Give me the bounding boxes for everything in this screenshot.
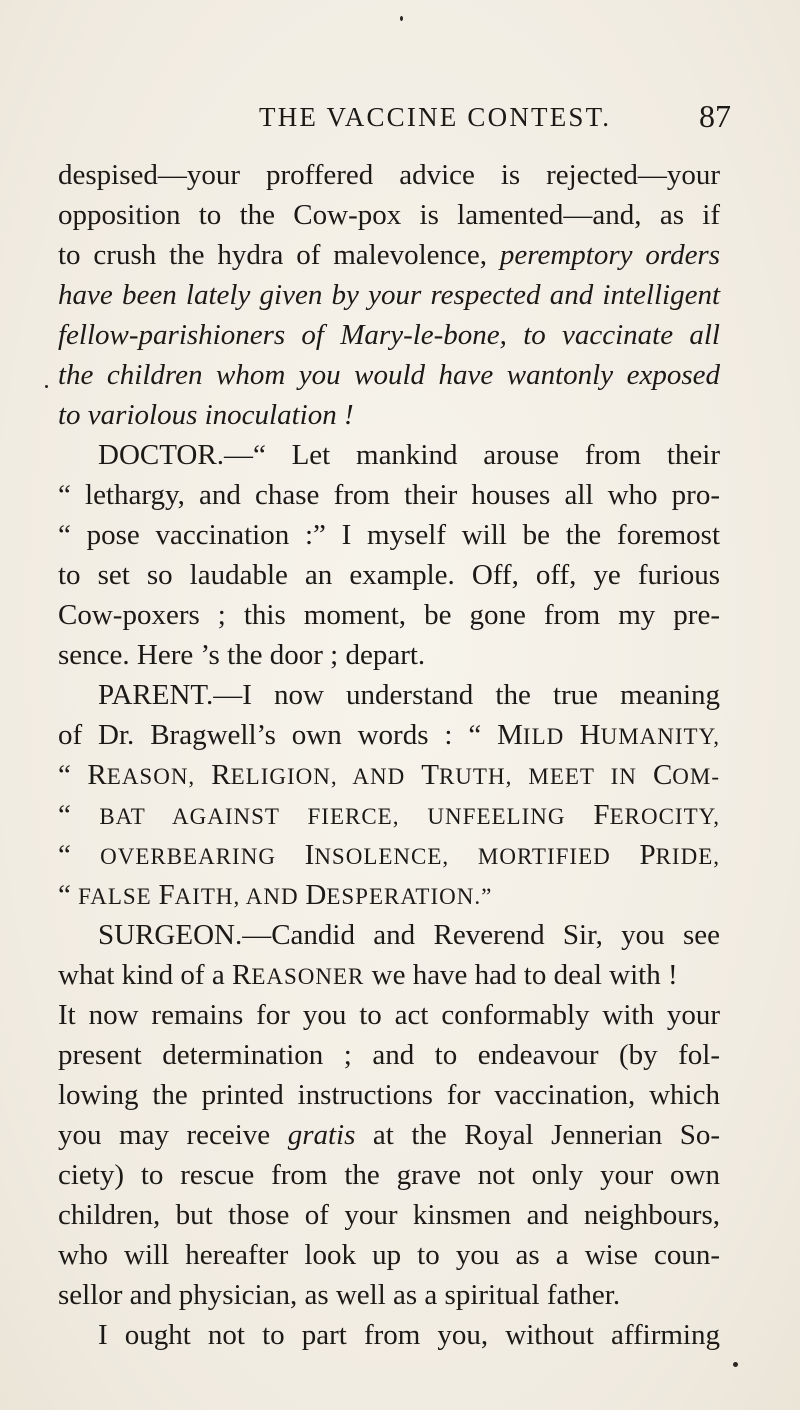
text-run: EASON, [106, 764, 212, 789]
text-line [58, 275, 720, 315]
text-run: despised—your proffered advice is rejected—your [58, 159, 720, 191]
text-run: to set so laudable an example. Off, off, ye furious [58, 559, 720, 591]
text-run: gratis [287, 1119, 356, 1151]
text-run: ciety) to rescue from the grave not only your own [58, 1159, 720, 1191]
text-line [58, 595, 720, 635]
text-run: F [158, 879, 175, 911]
text-run: the children whom you would have wantonly exposed [58, 359, 720, 391]
text-run: FALSE [78, 884, 159, 909]
text-run: I [304, 839, 315, 871]
text-line [58, 195, 720, 235]
text-run: lowing the printed instructions for vaccination, which [58, 1079, 720, 1111]
text-run: we have had to deal with ! [364, 959, 678, 991]
text-run: DOCTOR.—“ Let mankind arouse from their [98, 439, 720, 471]
text-run: “ [58, 799, 100, 831]
text-line [58, 635, 720, 675]
text-run: “ [58, 759, 88, 791]
text-run: have been lately given by your respected and intelligent [58, 279, 720, 311]
text-run: ELIGION, AND [230, 764, 422, 789]
text-run: “ pose vaccination :” I myself will be the foremost [58, 519, 720, 551]
page-number: 87 [699, 98, 731, 134]
text-run: BAT AGAINST FIERCE, UNFEELING [99, 804, 594, 829]
text-run: F [593, 799, 610, 831]
ink-speck [733, 1362, 738, 1367]
text-run: EASONER [251, 964, 365, 989]
text-run: who will hereafter look up to you as a wise coun- [58, 1239, 720, 1271]
text-run: children, but those of your kinsmen and neighbours, [58, 1199, 720, 1231]
text-run: H [579, 719, 601, 751]
text-line [58, 875, 720, 915]
text-run: OVERBEARING [100, 844, 305, 869]
text-run: to crush the hydra of malevolence, [58, 239, 500, 271]
text-line [58, 675, 720, 715]
text-run: PARENT.—I now understand the true meaning [98, 679, 720, 711]
text-run: at the Royal Jennerian So- [355, 1119, 720, 1151]
text-run: “ [58, 839, 101, 871]
text-line [58, 555, 720, 595]
text-run: R [211, 759, 231, 791]
text-run: “ lethargy, and chase from their houses all who pro- [58, 479, 720, 511]
text-run: UMANITY, [600, 724, 720, 749]
text-run: “ [58, 879, 79, 911]
text-line [58, 1155, 720, 1195]
text-line [58, 1275, 720, 1315]
ink-speck [400, 16, 403, 21]
text-run: C [652, 759, 673, 791]
text-run: Cow-poxers ; this moment, be gone from my pre- [58, 599, 720, 631]
text-line [58, 835, 720, 875]
text-run: EROCITY, [609, 804, 721, 829]
text-line [58, 1195, 720, 1235]
text-run: sence. Here ’s the door ; depart. [58, 639, 426, 671]
text-line [58, 755, 720, 795]
text-run: NSOLENCE, MORTIFIED [314, 844, 640, 869]
text-run: you may receive [58, 1119, 288, 1151]
text-run: present determination ; and to endeavour (by fol- [58, 1039, 720, 1071]
text-run: SURGEON.—Candid and Reverend Sir, you see [98, 919, 720, 951]
text-run: T [421, 759, 439, 791]
text-run: AITH, AND [174, 884, 306, 909]
text-line [58, 1035, 720, 1075]
text-line [58, 795, 720, 835]
text-line [58, 475, 720, 515]
text-line [58, 955, 720, 995]
text-run: P [639, 839, 656, 871]
body-text [58, 155, 720, 1355]
text-line [58, 915, 720, 955]
text-run: of Dr. Bragwell’s own words : “ [58, 719, 498, 751]
text-run: It now remains for you to act conformably with your [58, 999, 720, 1031]
text-run: ESPERATION.” [326, 884, 493, 909]
text-line [58, 235, 720, 275]
text-run: to variolous inoculation ! [58, 399, 354, 431]
text-run: M [497, 719, 523, 751]
text-line [58, 355, 720, 395]
page-header [0, 98, 800, 142]
text-line [58, 1115, 720, 1155]
text-run: sellor and physician, as well as a spiritual father. [58, 1279, 621, 1311]
text-line [58, 155, 720, 195]
running-title: THE VACCINE CONTEST. [259, 102, 612, 132]
text-run: R [87, 759, 107, 791]
text-line [58, 715, 720, 755]
text-run: RUTH, MEET IN [438, 764, 653, 789]
text-run: what kind of a [58, 959, 232, 991]
text-run: OM- [672, 764, 721, 789]
text-line [58, 515, 720, 555]
text-line [58, 435, 720, 475]
text-run: D [305, 879, 327, 911]
text-run: ILD [522, 724, 580, 749]
text-run: RIDE, [655, 844, 720, 869]
text-line [58, 1075, 720, 1115]
text-run: peremptory orders [499, 239, 721, 271]
text-run: I ought not to part from you, without affirming [98, 1319, 720, 1351]
text-line [58, 1315, 720, 1355]
text-run: R [231, 959, 252, 991]
text-line [58, 1235, 720, 1275]
ink-speck [45, 385, 48, 388]
text-line [58, 315, 720, 355]
text-run: fellow-parishioners of Mary-le-bone, to vaccinate all [58, 319, 720, 351]
text-line [58, 395, 720, 435]
text-run: opposition to the Cow-pox is lamented—and, as if [58, 199, 720, 231]
text-line [58, 995, 720, 1035]
